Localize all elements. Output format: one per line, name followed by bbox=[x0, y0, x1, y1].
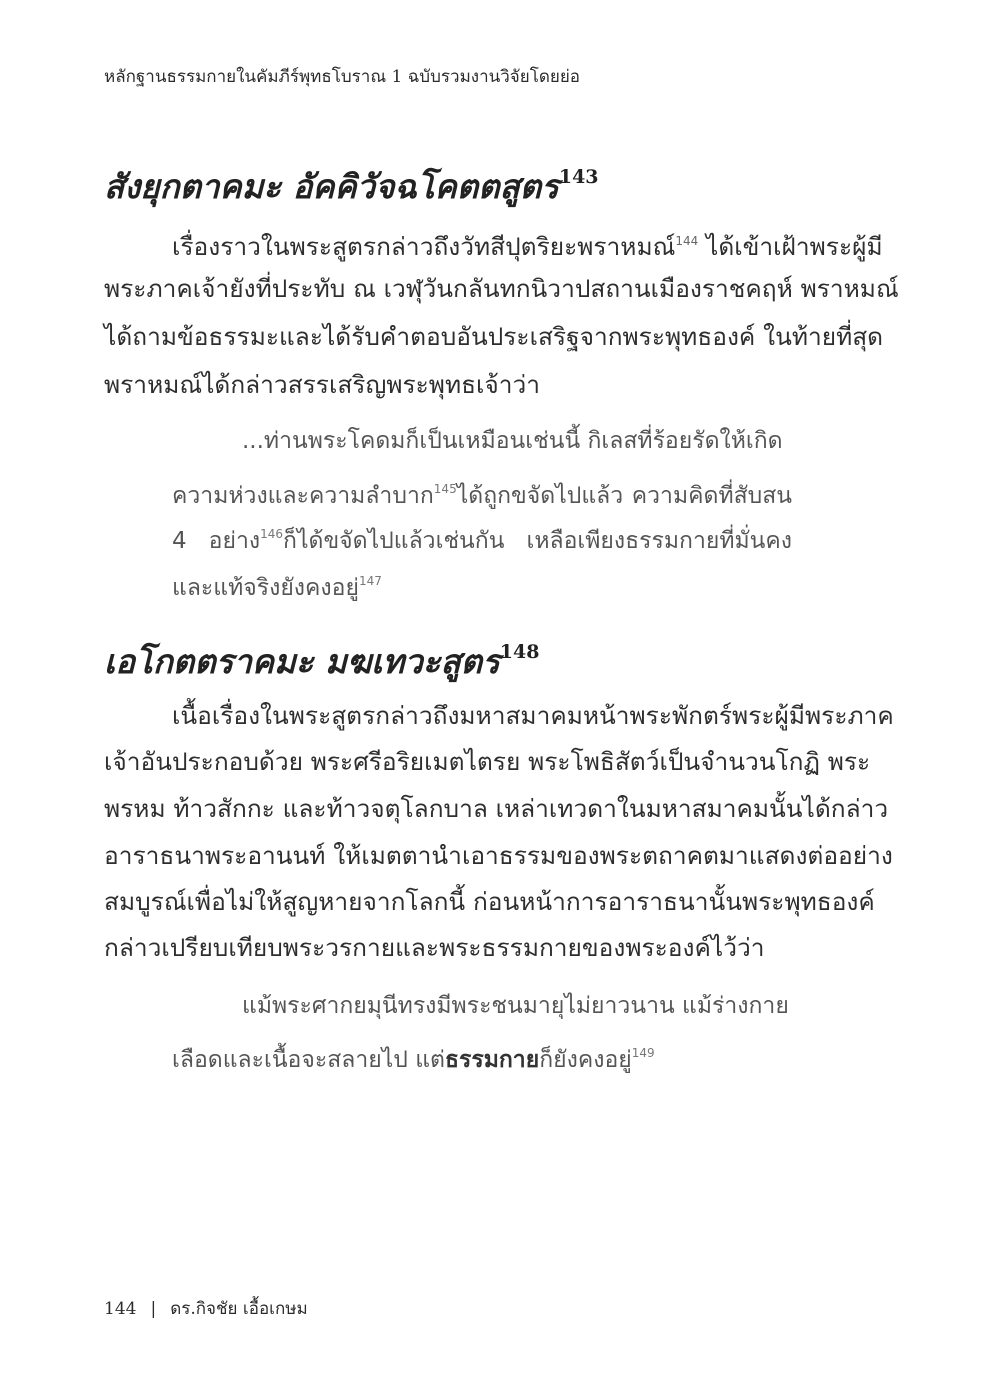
running-header: หลักฐานธรรมกายในคัมภีร์พุทธโบราณ 1 ฉบับรวมงานวิจัยโดยย่อ bbox=[104, 67, 581, 87]
footnote-ref: 143 bbox=[558, 166, 599, 188]
text: ได้ถูกขจัดไปแล้ว ความคิดที่สับสน bbox=[456, 483, 792, 509]
text: ก็ได้ขจัดไปแล้วเช่นกัน เหลือเพียงธรรมกายที่มั่นคง bbox=[283, 528, 792, 554]
section-title-2 bbox=[104, 635, 539, 688]
paragraph-line bbox=[172, 225, 883, 263]
paragraph-line: เจ้าอันประกอบด้วย พระศรีอริยเมตไตรย พระโพธิสัตว์เป็นจำนวนโกฏิ พระ bbox=[104, 747, 871, 776]
text: เลือดและเนื้อจะสลายไป แต่ bbox=[172, 1047, 445, 1073]
footnote-ref: 146 bbox=[260, 527, 284, 541]
text: และแท้จริงยังคงอยู่ bbox=[172, 575, 359, 601]
page-number: 144 bbox=[104, 1299, 137, 1319]
footnote-ref: 144 bbox=[675, 234, 699, 248]
quote-line bbox=[172, 565, 792, 604]
footnote-ref: 148 bbox=[499, 641, 540, 663]
paragraph-line: พรหม ท้าวสักกะ และท้าวจตุโลกบาล เหล่าเทวดาในมหาสมาคมนั้นได้กล่าว bbox=[104, 794, 889, 823]
quote-line bbox=[172, 1037, 792, 1076]
paragraph-line: กล่าวเปรียบเทียบพระวรกายและพระธรรมกายของพระองค์ไว้ว่า bbox=[104, 933, 765, 962]
quote-line: แม้พระศากยมุนีทรงมีพระชนมายุไม่ยาวนาน แม้ร่างกาย bbox=[242, 993, 789, 1019]
quote-line bbox=[172, 518, 792, 557]
page-footer bbox=[104, 1295, 308, 1322]
footer-separator: | bbox=[150, 1299, 157, 1319]
paragraph-line: อาราธนาพระอานนท์ ให้เมตตานำเอาธรรมของพระตถาคตมาแสดงต่ออย่าง bbox=[104, 841, 893, 870]
text: ก็ยังคงอยู่ bbox=[539, 1047, 632, 1073]
text: 4 อย่าง bbox=[172, 528, 261, 554]
text: เรื่องราวในพระสูตรกล่าวถึงวัทสีปุตริยะพราหมณ์ bbox=[172, 232, 676, 261]
footnote-ref: 147 bbox=[358, 574, 382, 588]
quote-line bbox=[172, 473, 792, 512]
paragraph-line: พระภาคเจ้ายังที่ประทับ ณ เวฬุวันกลันทกนิวาปสถานเมืองราชคฤห์ พราหมณ์ bbox=[104, 274, 899, 303]
footnote-ref: 145 bbox=[433, 482, 457, 496]
author-name: ดร.กิจชัย เอื้อเกษม bbox=[170, 1299, 308, 1319]
quote-line: ...ท่านพระโคดมก็เป็นเหมือนเช่นนี้ กิเลสที่ร้อยรัดให้เกิด bbox=[242, 428, 783, 454]
paragraph-line: เนื้อเรื่องในพระสูตรกล่าวถึงมหาสมาคมหน้าพระพักตร์พระผู้มีพระภาค bbox=[172, 701, 894, 730]
text: ความห่วงและความลำบาก bbox=[172, 483, 434, 509]
paragraph-line: สมบูรณ์เพื่อไม่ให้สูญหายจากโลกนี้ ก่อนหน้าการอาราธนานั้นพระพุทธองค์ bbox=[104, 887, 875, 916]
text: ได้เข้าเฝ้าพระผู้มี bbox=[698, 232, 883, 261]
footnote-ref: 149 bbox=[631, 1046, 655, 1060]
bold-term: ธรรมกาย bbox=[444, 1047, 540, 1073]
paragraph-line: พราหมณ์ได้กล่าวสรรเสริญพระพุทธเจ้าว่า bbox=[104, 370, 541, 399]
paragraph-line: ได้ถามข้อธรรมะและได้รับคำตอบอันประเสริฐจากพระพุทธองค์ ในท้ายที่สุด bbox=[104, 322, 884, 351]
section-title-1-text: สังยุกตาคมะ อัคคิวัจฉโคตตสูตร bbox=[104, 167, 559, 206]
section-title-1 bbox=[104, 160, 599, 213]
section-title-2-text: เอโกตตราคมะ มฆเทวะสูตร bbox=[104, 642, 500, 681]
